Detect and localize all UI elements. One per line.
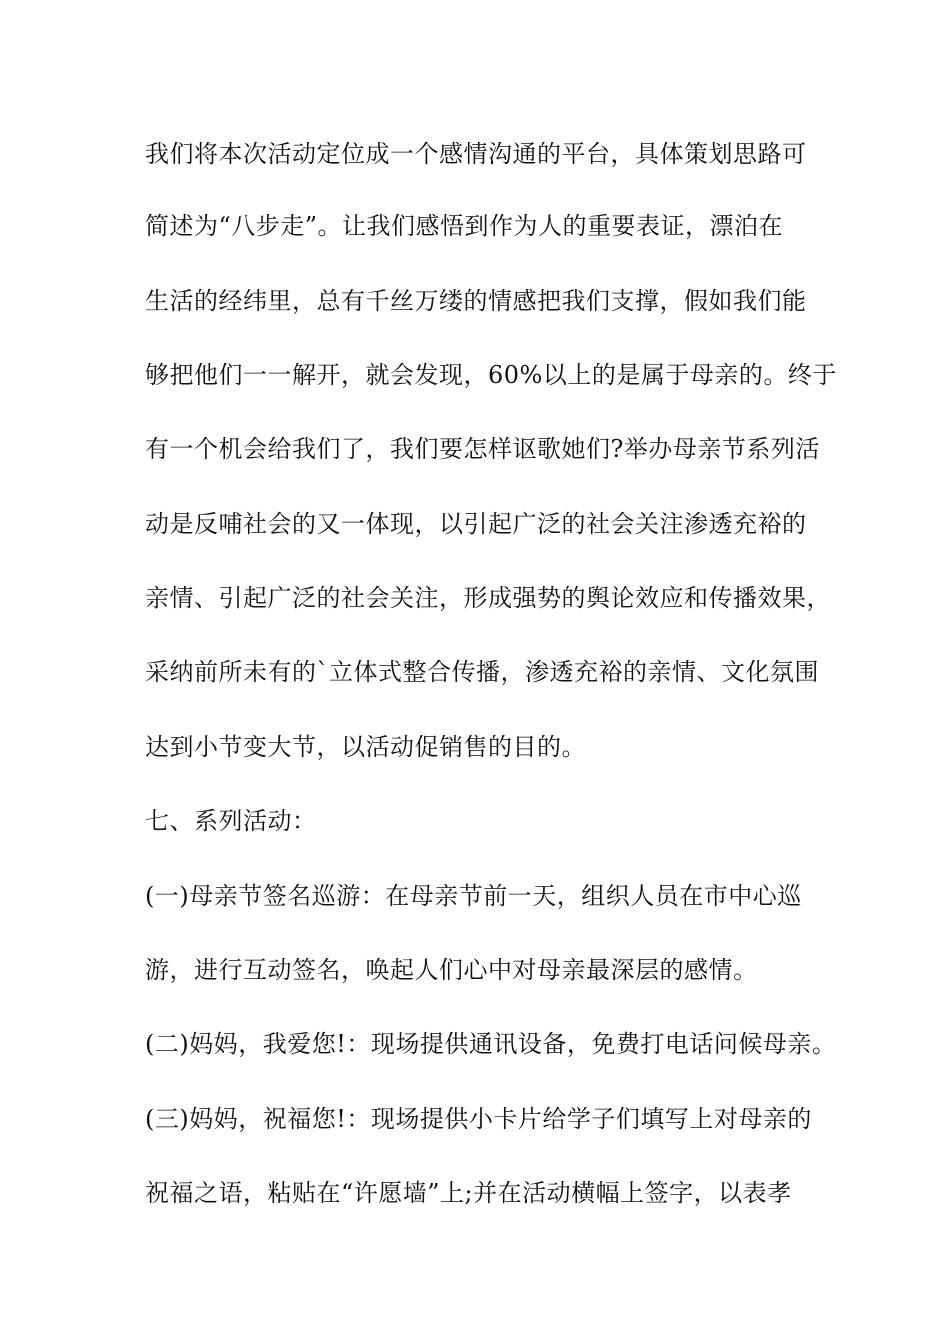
paragraph-line-6: 动是反哺社会的又一体现，以引起广泛的社会关注渗透充裕的 (145, 510, 807, 538)
paragraph-line-7: 亲情、引起广泛的社会关注，形成强势的舆论效应和传播效果， (145, 584, 831, 612)
paragraph-line-8: 采纳前所未有的`立体式整合传播，渗透充裕的亲情、文化氛围 (145, 658, 819, 686)
activity-item-3-line-1: (三)妈妈，祝福您!：现场提供小卡片给学子们填写上对母亲的 (145, 1105, 812, 1133)
paragraph-line-4: 够把他们一一解开，就会发现，60%以上的是属于母亲的。终于 (145, 361, 837, 389)
paragraph-line-5: 有一个机会给我们了，我们要怎样讴歌她们?举办母亲节系列活 (145, 435, 820, 463)
paragraph-line-2: 简述为“八步走”。让我们感悟到作为人的重要表证，漂泊在 (145, 212, 784, 240)
paragraph-line-3: 生活的经纬里，总有千丝万缕的情感把我们支撑，假如我们能 (145, 287, 807, 315)
paragraph-line-1: 我们将本次活动定位成一个感情沟通的平台，具体策划思路可 (145, 140, 807, 168)
paragraph-line-9: 达到小节变大节，以活动促销售的目的。 (145, 733, 586, 761)
section-heading: 七、系列活动： (145, 807, 317, 835)
activity-item-1-line-1: (一)母亲节签名巡游：在母亲节前一天，组织人员在市中心巡 (145, 882, 802, 910)
activity-item-2: (二)妈妈，我爱您!：现场提供通讯设备，免费打电话问候母亲。 (145, 1030, 837, 1058)
activity-item-3-line-2: 祝福之语，粘贴在“许愿墙”上;并在活动横幅上签字，以表孝 (145, 1179, 792, 1207)
activity-item-1-line-2: 游，进行互动签名，唤起人们心中对母亲最深层的感情。 (145, 956, 758, 984)
